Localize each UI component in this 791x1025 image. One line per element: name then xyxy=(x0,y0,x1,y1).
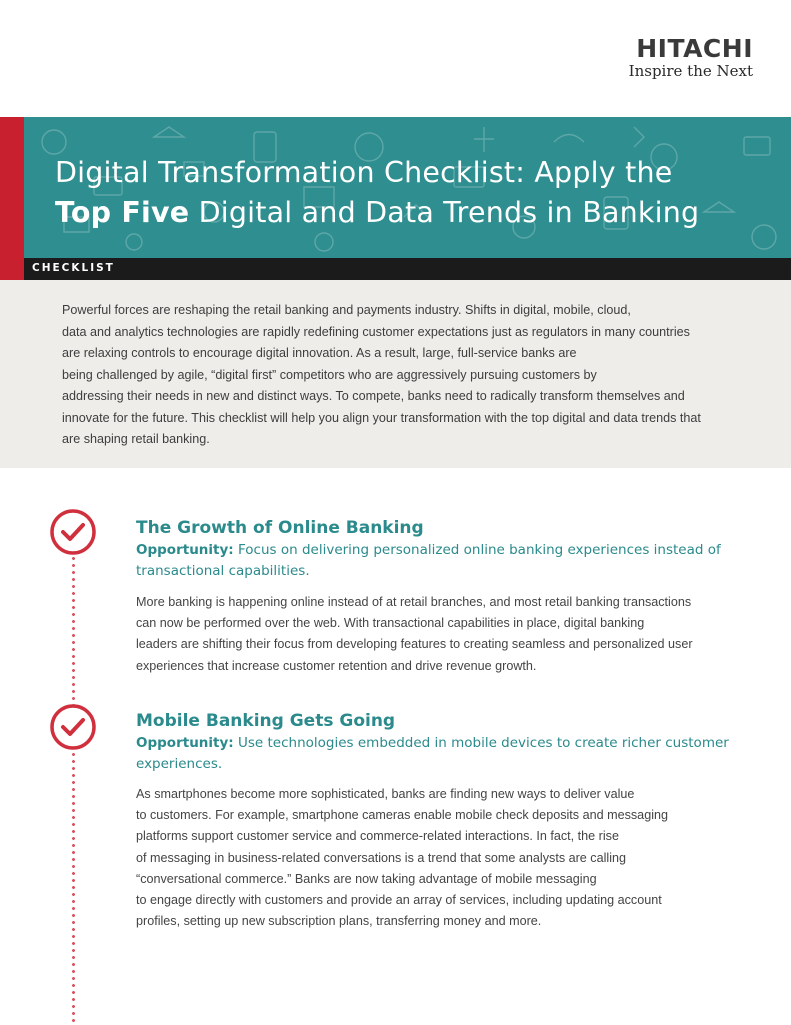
section-body xyxy=(136,592,766,677)
title-line-2-rest: Digital and Data Trends in Banking xyxy=(189,196,700,229)
title-line-2 xyxy=(55,193,775,233)
opportunity-line-1 xyxy=(136,540,756,561)
body-line: More banking is happening online instead of at retail branches, and most retail banking transactions xyxy=(136,595,692,609)
intro-line: innovate for the future. This checklist will help you align your transformation with the top digital and data trends that xyxy=(62,410,701,425)
opportunity-line-2: transactional capabilities. xyxy=(136,563,310,579)
section-opportunity xyxy=(136,540,756,582)
banner-red-accent xyxy=(0,117,24,258)
opportunity-text: Use technologies embedded in mobile devices to create richer customer xyxy=(233,735,729,751)
opportunity-line-1 xyxy=(136,733,756,754)
section-title: The Growth of Online Banking xyxy=(136,518,424,538)
intro-line: being challenged by agile, “digital first” competitors who are aggressively pursuing customers by xyxy=(62,367,597,382)
body-line: experiences that increase customer retention and drive revenue growth. xyxy=(136,658,537,673)
checkbar-red-accent xyxy=(0,258,24,280)
section-body xyxy=(136,784,766,932)
title-line-1: Digital Transformation Checklist: Apply the xyxy=(55,156,673,189)
page-title xyxy=(55,153,775,233)
body-line: to customers. For example, smartphone cameras enable mobile check deposits and messaging xyxy=(136,808,668,823)
checkmark-icon xyxy=(48,507,98,557)
body-line: platforms support customer service and commerce-related interactions. In fact, the rise xyxy=(136,829,619,844)
body-line: of messaging in business-related conversations is a trend that some analysts are calling xyxy=(136,850,627,865)
body-line: “conversational commerce.” Banks are now taking advantage of mobile messaging xyxy=(136,871,597,886)
logo-tagline: Inspire the Next xyxy=(628,62,753,80)
body-line: to engage directly with customers and provide an array of services, including updating account xyxy=(136,893,662,908)
checklist-bar xyxy=(0,258,791,280)
hitachi-logo xyxy=(629,36,753,80)
intro-line: are relaxing controls to encourage digital innovation. As a result, large, full-service banks are xyxy=(62,346,577,360)
opportunity-label: Opportunity: xyxy=(136,542,234,558)
checkmark-icon xyxy=(48,702,98,752)
intro-line: are shaping retail banking. xyxy=(62,432,210,446)
opportunity-text: Focus on delivering personalized online banking experiences instead of xyxy=(233,542,721,558)
title-bold: Top Five xyxy=(55,196,190,229)
logo-wordmark: HITACHI xyxy=(636,34,753,63)
section-opportunity xyxy=(136,733,756,775)
intro-paragraph xyxy=(62,300,772,451)
opportunity-label: Opportunity: xyxy=(136,735,234,751)
intro-line: addressing their needs in new and distinct ways. To compete, banks need to radically transform themselves and xyxy=(62,389,685,403)
opportunity-line-2: experiences. xyxy=(136,756,223,772)
title-banner xyxy=(0,117,791,258)
body-line: As smartphones become more sophisticated, banks are finding new ways to deliver value xyxy=(136,787,635,801)
intro-line: Powerful forces are reshaping the retail banking and payments industry. Shifts in digital, mobile, cloud, xyxy=(62,303,631,317)
intro-line: data and analytics technologies are rapidly redefining customer expectations just as regulators in many countries xyxy=(62,324,690,339)
checklist-label: CHECKLIST xyxy=(32,262,115,274)
body-line: profiles, setting up new subscription plans, transferring money and more. xyxy=(136,914,542,929)
section-title: Mobile Banking Gets Going xyxy=(136,711,396,731)
body-line: leaders are shifting their focus from developing features to creating seamless and personalized user xyxy=(136,637,693,652)
body-line: can now be performed over the web. With transactional capabilities in place, digital banking xyxy=(136,616,645,631)
dotted-timeline xyxy=(72,555,75,1025)
